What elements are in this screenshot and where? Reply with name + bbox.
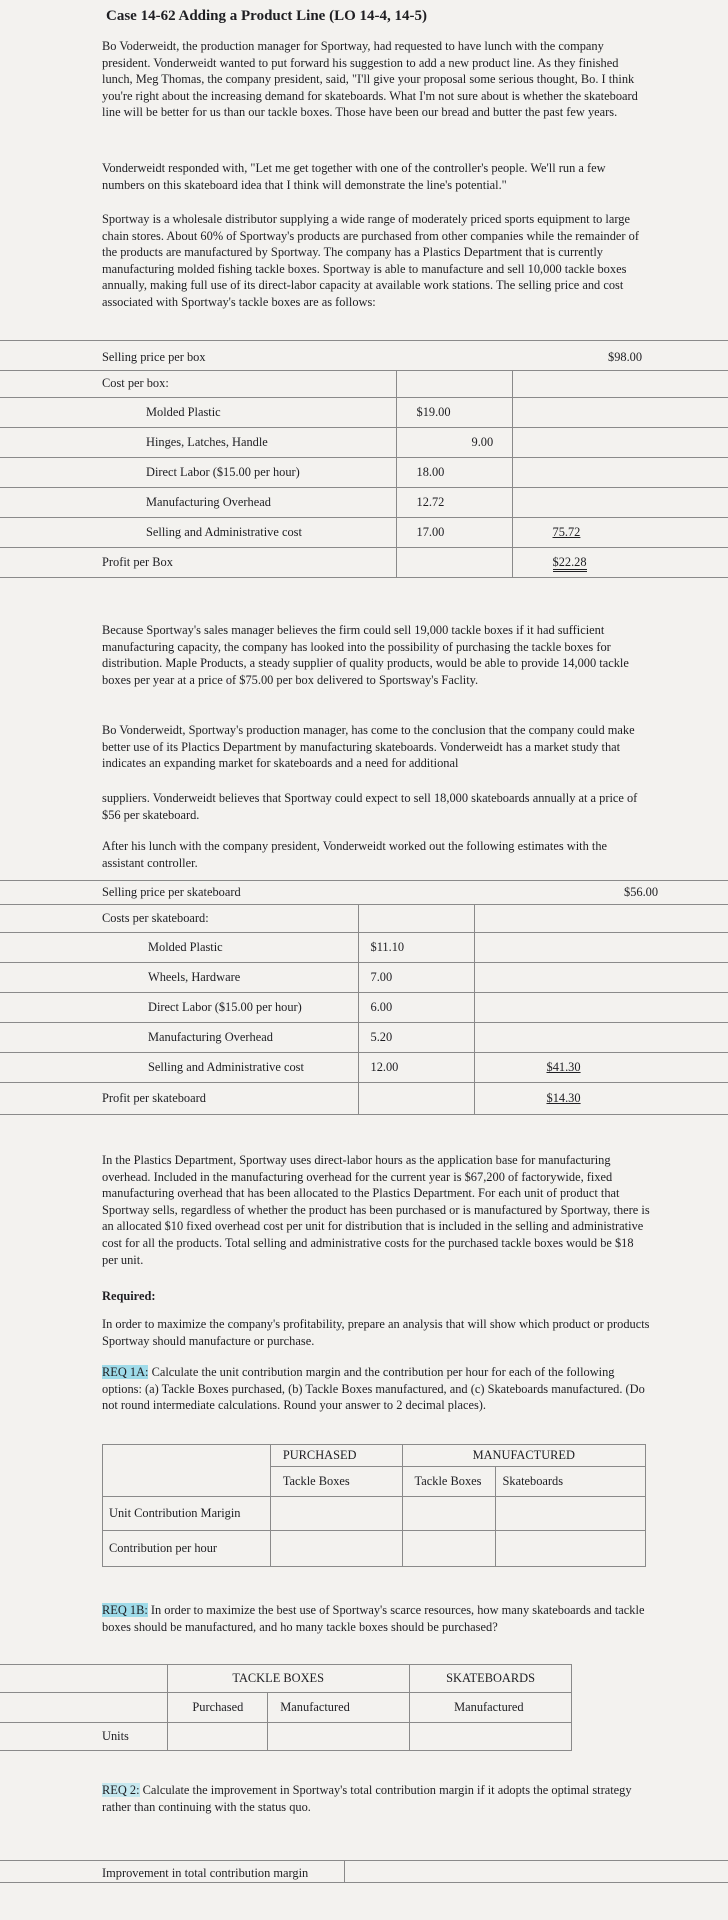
profit-label: Profit per Box	[0, 547, 396, 577]
req1b-answer-table	[0, 1664, 572, 1751]
profit-value: $14.30	[546, 1090, 581, 1105]
row-units: Units	[0, 1723, 168, 1751]
case-title: Case 14-62 Adding a Product Line (LO 14-4, 14-5)	[106, 8, 427, 24]
req1a-answer-table	[102, 1444, 646, 1567]
selling-price-label: Selling price per box	[102, 350, 206, 365]
total-cost: 75.72	[552, 524, 581, 539]
skateboards-header: SKATEBOARDS	[410, 1665, 572, 1693]
cost-row-amount: $11.10	[358, 932, 474, 962]
cost-label: Costs per skateboard:	[0, 904, 358, 932]
cost-row-label: Direct Labor ($15.00 per hour)	[0, 457, 396, 487]
cost-row-label: Molded Plastic	[0, 932, 358, 962]
cost-row-amount: 18.00	[396, 457, 512, 487]
cost-row-label: Wheels, Hardware	[0, 962, 358, 992]
cost-row-amount: 6.00	[358, 992, 474, 1022]
paragraph-response: Vonderweidt responded with, "Let me get together with one of the controller's people. We'll run a few numbers on this skateboard idea that I think will demonstrate the line's potential."	[102, 161, 606, 192]
cost-row-amount: 17.00	[396, 517, 512, 547]
col-purchased: Purchased	[168, 1693, 268, 1723]
paragraph-skateboard-idea: Bo Vonderweidt, Sportway's production manager, has come to the conclusion that the company could make better use of its Plactics Department by manufacturing skateboards. Vonderweidt has a market study that indicates an expanding market for skateboards and a need for additional	[102, 723, 635, 771]
improvement-label: Improvement in total contribution margin	[102, 1866, 309, 1880]
answer-cell[interactable]	[496, 1531, 646, 1567]
selling-price-value: $56.00	[624, 884, 659, 899]
cost-row-label: Manufacturing Overhead	[0, 1022, 358, 1052]
cost-row-label: Molded Plastic	[0, 397, 396, 427]
cost-row-label: Hinges, Latches, Handle	[0, 427, 396, 457]
paragraph-skateboard-sales: suppliers. Vonderweidt believes that Sportway could expect to sell 18,000 skateboards annually at a price of $56 per skateboard.	[102, 791, 638, 822]
answer-cell[interactable]	[496, 1497, 646, 1531]
col-skateboards-manufactured: Skateboards	[496, 1467, 646, 1497]
paragraph-purchase-option: Because Sportway's sales manager believes the firm could sell 19,000 tackle boxes if it had sufficient manufacturing capacity, the company has looked into the possibility of purchasing the tackle boxes for distribution. Maple Products, a steady supplier of quality products, would be able to provide 14,000 tackle boxes per year at a price of $75.00 per box delivered to Sportsway's Faclity.	[102, 623, 629, 687]
cost-row-label: Selling and Administrative cost	[0, 1052, 358, 1082]
req2-label: REQ 2:	[102, 1783, 140, 1797]
required-text: In order to maximize the company's profitability, prepare an analysis that will show which product or products Sportway should manufacture or purchase.	[102, 1317, 650, 1348]
answer-cell[interactable]	[410, 1723, 572, 1751]
selling-price-label: Selling price per skateboard	[102, 884, 241, 899]
col-manufactured: Manufactured	[268, 1693, 410, 1723]
paragraph-estimates: After his lunch with the company president, Vonderweidt worked out the following estimates with the assistant controller.	[102, 839, 608, 870]
purchased-header: PURCHASED	[270, 1445, 402, 1467]
answer-cell[interactable]	[402, 1531, 496, 1567]
cost-row-amount: 12.00	[358, 1052, 474, 1082]
cost-row-label: Selling and Administrative cost	[0, 517, 396, 547]
req1a-text: REQ 1A: Calculate the unit contribution margin and the contribution per hour for each of the following options: (a) Tackle Boxes purchased, (b) Tackle Boxes manufactured, and (c) Skateboards manufactured. (Do not round intermediate calculations. Round your answer to 2 decimal places).	[102, 1365, 645, 1413]
cost-label: Cost per box:	[0, 370, 396, 397]
cost-row-label: Manufacturing Overhead	[0, 487, 396, 517]
tackle-box-cost-table	[0, 346, 728, 578]
tackle-boxes-header: TACKLE BOXES	[168, 1665, 410, 1693]
cost-row-label: Direct Labor ($15.00 per hour)	[0, 992, 358, 1022]
manufactured-header: MANUFACTURED	[402, 1445, 645, 1467]
req1b-text: REQ 1B: In order to maximize the best use of Sportway's scarce resources, how many skateboards and tackle boxes should be manufactured, and ho many tackle boxes should be purchased?	[102, 1603, 645, 1634]
req2-text: REQ 2: Calculate the improvement in Sportway's total contribution margin if it adopts the optimal strategy rather than continuing with the status quo.	[102, 1783, 632, 1814]
col-tackle-boxes-purchased: Tackle Boxes	[270, 1467, 402, 1497]
paragraph-intro: Bo Voderweidt, the production manager for Sportway, had requested to have lunch with the company president. Vonderweidt wanted to put forward his suggestion to add a new product line. As they finished lunch, Meg Thomas, the company president, said, "I'll give your proposal some serious thought, Bo. I think you're right about the increasing demand for skateboards. What I'm not sure about is whether the skateboard line will be better for us than our tackle boxes. Those have been our bread and butter the past few years.	[102, 39, 638, 120]
cost-row-amount: 7.00	[358, 962, 474, 992]
total-cost: $41.30	[546, 1059, 581, 1074]
skateboard-cost-table	[0, 881, 728, 1115]
improvement-answer-cell[interactable]	[345, 1861, 728, 1881]
cost-row-amount: $19.00	[396, 397, 512, 427]
profit-label: Profit per skateboard	[0, 1082, 358, 1114]
cost-row-amount: 12.72	[396, 487, 512, 517]
selling-price-value: $98.00	[608, 350, 643, 365]
answer-cell[interactable]	[168, 1723, 268, 1751]
req1b-label: REQ 1B:	[102, 1603, 148, 1617]
cost-row-amount: 9.00	[396, 427, 512, 457]
cost-row-amount: 5.20	[358, 1022, 474, 1052]
req1a-label: REQ 1A:	[102, 1365, 149, 1379]
row-unit-contribution-margin: Unit Contribution Marigin	[103, 1497, 271, 1531]
profit-value: $22.28	[553, 555, 587, 572]
row-contribution-per-hour: Contribution per hour	[103, 1531, 271, 1567]
col-tackle-boxes-manufactured: Tackle Boxes	[402, 1467, 496, 1497]
paragraph-company: Sportway is a wholesale distributor supplying a wide range of moderately priced sports equipment to large chain stores. About 60% of Sportway's products are purchased from other companies while the remainder of the products are manufactured by Sportway. The company has a Plastics Department that is currently manufacturing molded fishing tackle boxes. Sportway is able to manufacture and sell 10,000 tackle boxes annually, making full use of its direct-labor capacity at available work stations. The selling price and cost associated with Sportway's tackle boxes are as follows:	[102, 212, 639, 309]
col-skateboards-manufactured: Manufactured	[410, 1693, 572, 1723]
paragraph-overhead: In the Plastics Department, Sportway uses direct-labor hours as the application base for manufacturing overhead. Included in the manufacturing overhead for the current year is $67,200 of factorywide, fixed manufacturing overhead that has been allocated to the Plastics Department. For each unit of product that Sportway sells, regardless of whether the product has been purchased or is manufactured by Sportway, there is an allocated $10 fixed overhead cost per unit for distribution that is included in the selling and administrative cost for all the products. Total selling and administrative costs for the purchased tackle boxes would be $18 per unit.	[102, 1153, 650, 1267]
answer-cell[interactable]	[402, 1497, 496, 1531]
answer-cell[interactable]	[270, 1497, 402, 1531]
answer-cell[interactable]	[270, 1531, 402, 1567]
answer-cell[interactable]	[268, 1723, 410, 1751]
required-heading: Required:	[102, 1289, 156, 1303]
